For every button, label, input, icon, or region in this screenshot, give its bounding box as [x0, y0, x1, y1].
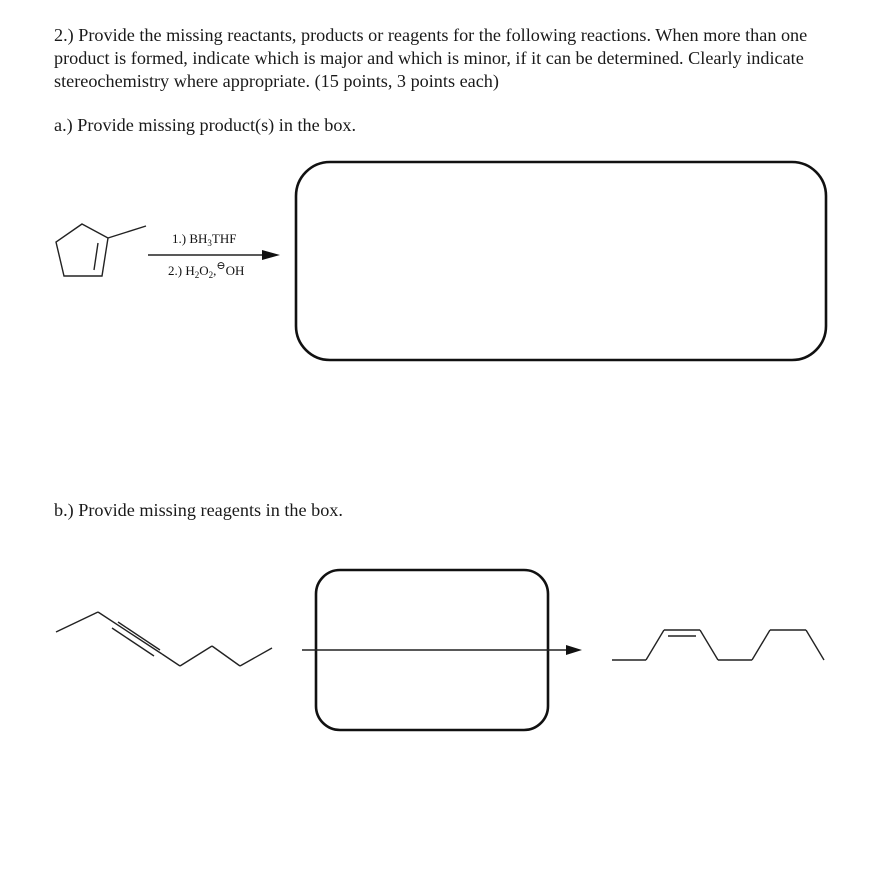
part-b-prompt: b.) Provide missing reagents in the box.	[54, 500, 343, 520]
product-answer-box[interactable]	[296, 162, 826, 360]
alkyne-triple-bond	[98, 612, 162, 654]
alkene-chain-bond	[700, 630, 718, 660]
alkyne-chain-bond	[162, 654, 180, 666]
alkene-chain-bond	[646, 630, 664, 660]
methyl-substituent	[108, 226, 146, 238]
alkene-chain-bond	[752, 630, 770, 660]
alkyne-chain-bond	[56, 612, 98, 632]
alkyne-chain-bond	[240, 648, 272, 666]
reagent-step-2: 2.) $H_2O_2,^⊖OH$	[168, 260, 245, 280]
ring-double-bond	[94, 243, 98, 270]
alkyne-chain-bond	[180, 646, 212, 666]
alkyne-reactant-structure	[56, 612, 272, 666]
alkyne-chain-bond	[212, 646, 240, 666]
reaction-arrow-b	[302, 645, 582, 655]
part-a-prompt: a.) Provide missing product(s) in the box.	[54, 115, 357, 135]
reaction-arrow-a	[148, 250, 280, 260]
alkene-product-structure	[612, 630, 824, 660]
question-intro: 2.) Provide the missing reactants, products or reagents for the following reactions. When more than one product is formed, indicate which is major and which is minor, if it can be determined. Clearly indicate stereochemistry where appropriate. (15 points, 3 points each)	[54, 25, 808, 91]
reagent-step-1: 1.) $BH_3THF$	[172, 231, 237, 248]
alkene-chain-bond	[806, 630, 824, 660]
cyclopentane-ring	[56, 224, 108, 276]
reactant-a-structure	[56, 224, 146, 276]
